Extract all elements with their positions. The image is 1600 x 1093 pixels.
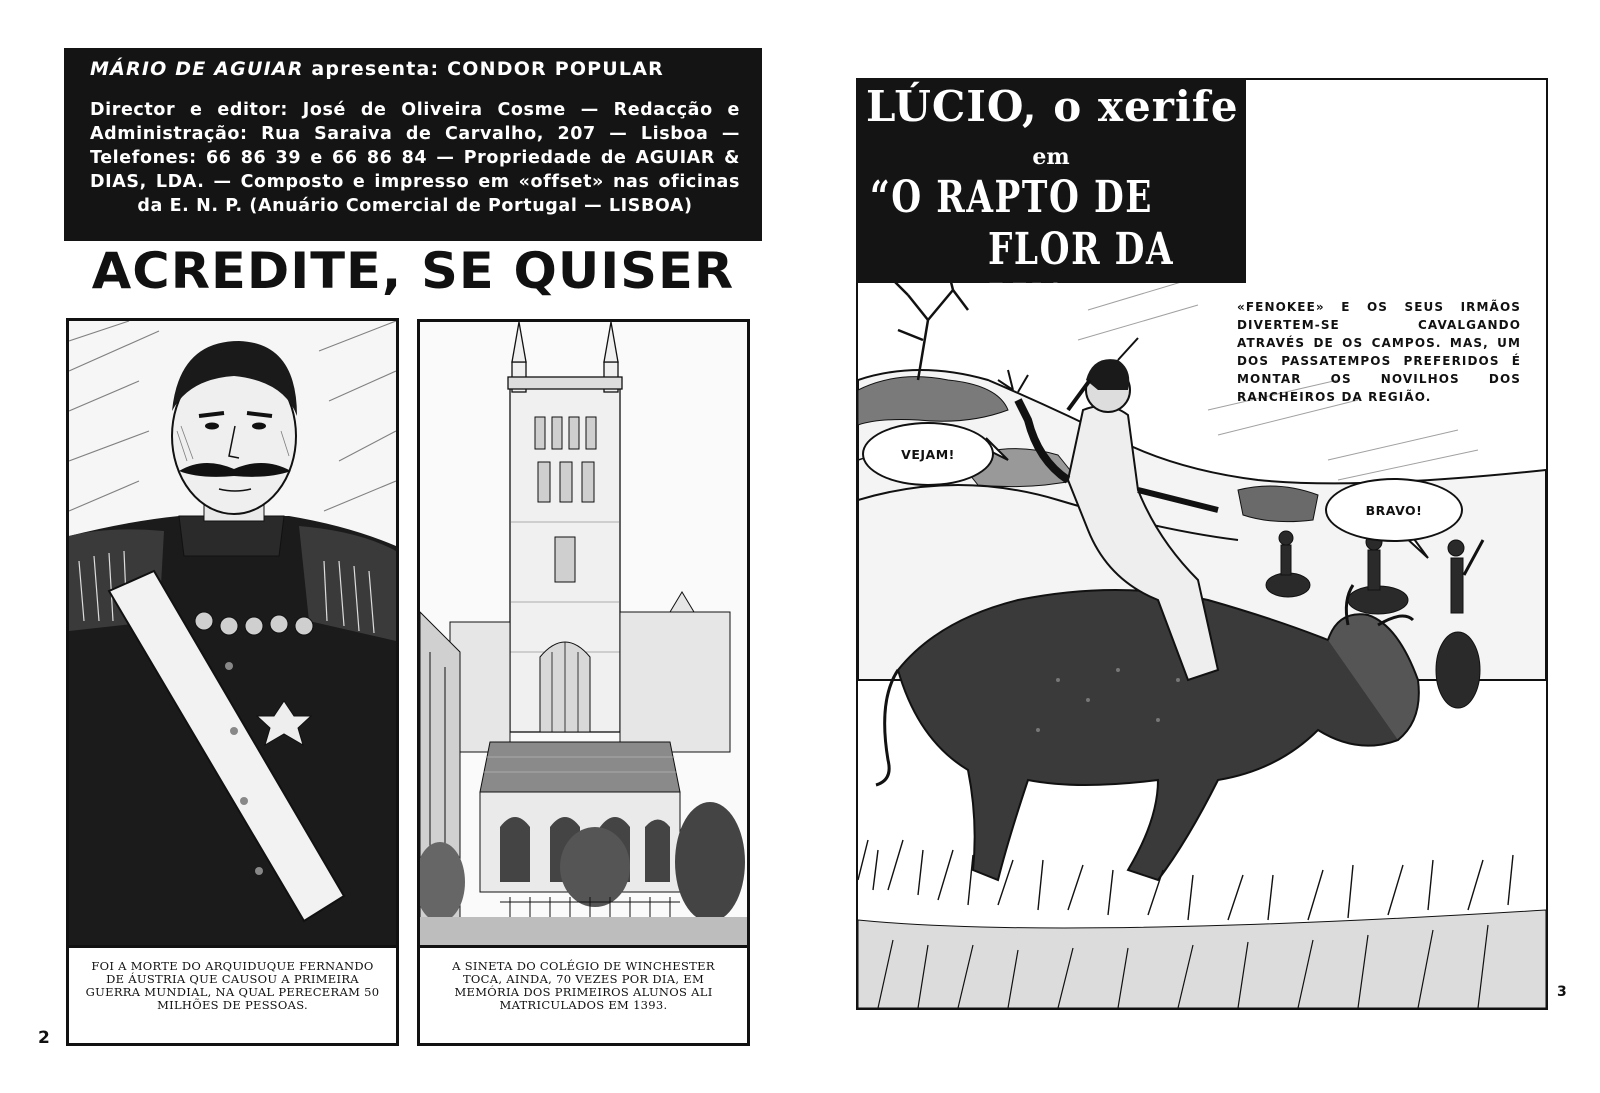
page-number-right: 3 (1557, 984, 1567, 1000)
page-number-left: 2 (38, 1028, 50, 1048)
masthead-presenter: MÁRIO DE AGUIAR (90, 58, 304, 80)
winchester-illustration (420, 322, 747, 946)
speech-bubble-bravo-text: BRAVO! (1365, 502, 1423, 518)
archduke-illustration (69, 321, 396, 946)
masthead-box (64, 48, 762, 241)
title-connector: em (1032, 144, 1070, 170)
story-title-line-1: “O RAPTO DE (870, 172, 1154, 223)
panel-archduke (66, 318, 399, 1046)
story-title-line-2: FLOR DA LUA” (988, 224, 1175, 326)
masthead-credits: Director e editor: José de Oliveira Cosme — Redacção e Administração: Rua Saraiva de Carvalho, 207 — Lisboa — Telefones: 66 86 39 e 66 86 84 — Propriedade de AGUIAR & DIAS, LDA. — Composto e impresso em «offset» nas oficinas da E. N. P. (Anuário Comercial de Portugal — LISBOA) (90, 100, 740, 216)
narration-caption: «FENOKEE» E OS SEUS IRMÃOS DIVERTEM-SE CAVALGANDO ATRAVÉS DE OS CAMPOS. MAS, UM DOS PASSATEMPOS PREFERIDOS É MONTAR OS NOVILHOS DOS RANCHEIROS DA REGIÃO. (1237, 300, 1521, 404)
story-title-box (856, 78, 1246, 326)
panel-archduke-caption: FOI A MORTE DO ARQUIDUQUE FERNANDO DE ÁUSTRIA QUE CAUSOU A PRIMEIRA GUERRA MUNDIAL, NA QUAL PERECERAM 50 MILHÕES DE PESSOAS. (69, 945, 396, 1043)
series-title: LÚCIO, o xerife (866, 82, 1239, 131)
page-heading: ACREDITE, SE QUISER (91, 242, 735, 300)
masthead-presents: apresenta: CONDOR POPULAR (311, 58, 664, 80)
panel-winchester-caption: A SINETA DO COLÉGIO DE WINCHESTER TOCA, AINDA, 70 VEZES POR DIA, EM MEMÓRIA DOS PRIMEIROS ALUNOS ALI MATRICULADOS EM 1393. (420, 945, 747, 1043)
panel-winchester (417, 319, 750, 1046)
masthead-title-line (90, 58, 740, 80)
speech-bubble-bravo (1325, 478, 1463, 542)
speech-bubble-vejam-text: VEJAM! (901, 446, 955, 462)
speech-bubble-vejam (862, 422, 994, 486)
